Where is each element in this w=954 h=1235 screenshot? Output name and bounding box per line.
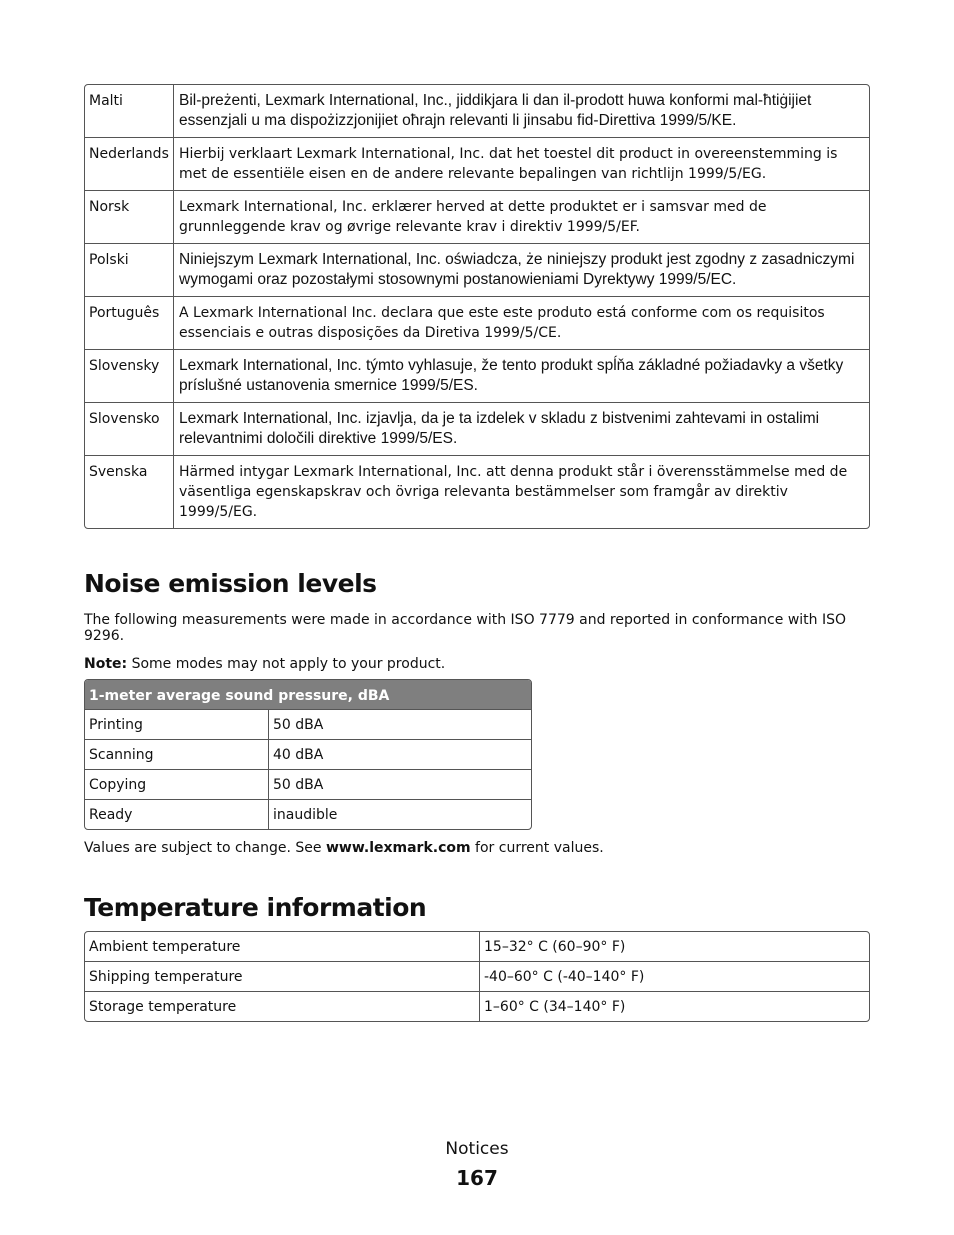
declaration-text: Bil-preżenti, Lexmark International, Inc., jiddikjara li dan il-prodott huwa konformi mal-ħtiġijiet essenzjali u ma dispożizzjonijiet oħrajn relevanti li jinsabu fid-Direttiva 1999/5/KE.: [174, 85, 869, 138]
noise-intro: The following measurements were made in accordance with ISO 7779 and reported in conformance with ISO 9296.: [84, 612, 847, 644]
value-cell: 40 dBA: [269, 739, 531, 769]
table-row: [85, 403, 869, 456]
value-cell: inaudible: [269, 799, 531, 829]
language-cell: Malti: [85, 85, 174, 138]
declaration-text: Hierbij verklaart Lexmark International, Inc. dat het toestel dit product in overeenstemming is met de essentiële eisen en de andere relevante bepalingen van richtlijn 1999/5/EG.: [174, 138, 869, 191]
mode-cell: Ready: [85, 799, 269, 829]
noise-note: [84, 656, 870, 672]
temperature-heading: Temperature information: [84, 893, 427, 922]
language-cell: Norsk: [85, 191, 174, 244]
declaration-text: Lexmark International, Inc. týmto vyhlasuje, že tento produkt spĺňa základné požiadavky a všetky príslušné ustanovenia smernice 1999/5/ES.: [174, 350, 869, 403]
language-cell: Slovensky: [85, 350, 174, 403]
temperature-label: Storage temperature: [85, 992, 480, 1021]
language-cell: Slovensko: [85, 403, 174, 456]
table-row: [85, 244, 869, 297]
table-row: [85, 191, 869, 244]
table-row: [85, 138, 869, 191]
table-row: [85, 456, 869, 528]
declaration-text: A Lexmark International Inc. declara que este este produto está conforme com os requisitos essenciais e outras disposições da Diretiva 1999/5/CE.: [174, 297, 869, 350]
table-row: [85, 992, 869, 1021]
mode-cell: Copying: [85, 769, 269, 799]
language-cell: Português: [85, 297, 174, 350]
temperature-value: 15–32° C (60–90° F): [480, 932, 869, 962]
table-row: [85, 932, 869, 962]
footnote-text: Values are subject to change. See: [84, 840, 326, 856]
note-label: Note:: [84, 656, 128, 672]
language-cell: Nederlands: [85, 138, 174, 191]
temperature-label: Ambient temperature: [85, 932, 480, 962]
noise-table-header: 1-meter average sound pressure, dBA: [85, 680, 531, 709]
temperature-table: [84, 931, 870, 1022]
noise-footnote: [84, 840, 870, 856]
noise-table: [84, 679, 532, 830]
noise-heading: Noise emission levels: [84, 569, 377, 598]
temperature-label: Shipping temperature: [85, 962, 480, 992]
mode-cell: Scanning: [85, 739, 269, 769]
table-row: [85, 799, 531, 829]
declaration-text: Niniejszym Lexmark International, Inc. oświadcza, że niniejszy produkt jest zgodny z zasadniczymi wymogami oraz pozostałymi stosownymi postanowieniami Dyrektywy 1999/5/EC.: [174, 244, 869, 297]
lexmark-link[interactable]: www.lexmark.com: [325, 840, 471, 856]
table-row: [85, 709, 531, 739]
table-header-row: [85, 680, 531, 709]
table-row: [85, 769, 531, 799]
language-cell: Svenska: [85, 456, 174, 528]
temperature-value: -40–60° C (-40–140° F): [480, 962, 869, 992]
mode-cell: Printing: [85, 709, 269, 739]
note-text: Some modes may not apply to your product.: [127, 656, 446, 672]
table-row: [85, 297, 869, 350]
value-cell: 50 dBA: [269, 769, 531, 799]
value-cell: 50 dBA: [269, 709, 531, 739]
table-row: [85, 962, 869, 992]
temperature-value: 1–60° C (34–140° F): [484, 999, 626, 1015]
declaration-text: Lexmark International, Inc. izjavlja, da je ta izdelek v skladu z bistvenimi zahtevami in ostalimi relevantnimi določili direktive 1999/5/ES.: [174, 403, 869, 456]
language-cell: Polski: [85, 244, 174, 297]
table-row: [85, 85, 869, 138]
declaration-text: Lexmark International, Inc. erklærer herved at dette produktet er i samsvar med de grunnleggende krav og øvrige relevante krav i direktiv 1999/5/EF.: [174, 191, 869, 244]
declarations-table: [84, 84, 870, 529]
page-content: [84, 84, 870, 1022]
footer-section: Notices: [445, 1139, 509, 1159]
table-row: [85, 739, 531, 769]
table-row: [85, 350, 869, 403]
page-number: 167: [456, 1166, 498, 1190]
footnote-text-end: for current values.: [470, 840, 604, 856]
declaration-text: Härmed intygar Lexmark International, Inc. att denna produkt står i överensstämmelse med de väsentliga egenskapskrav och övriga relevanta bestämmelser som framgår av direktiv 1999/5/EG.: [179, 464, 848, 520]
